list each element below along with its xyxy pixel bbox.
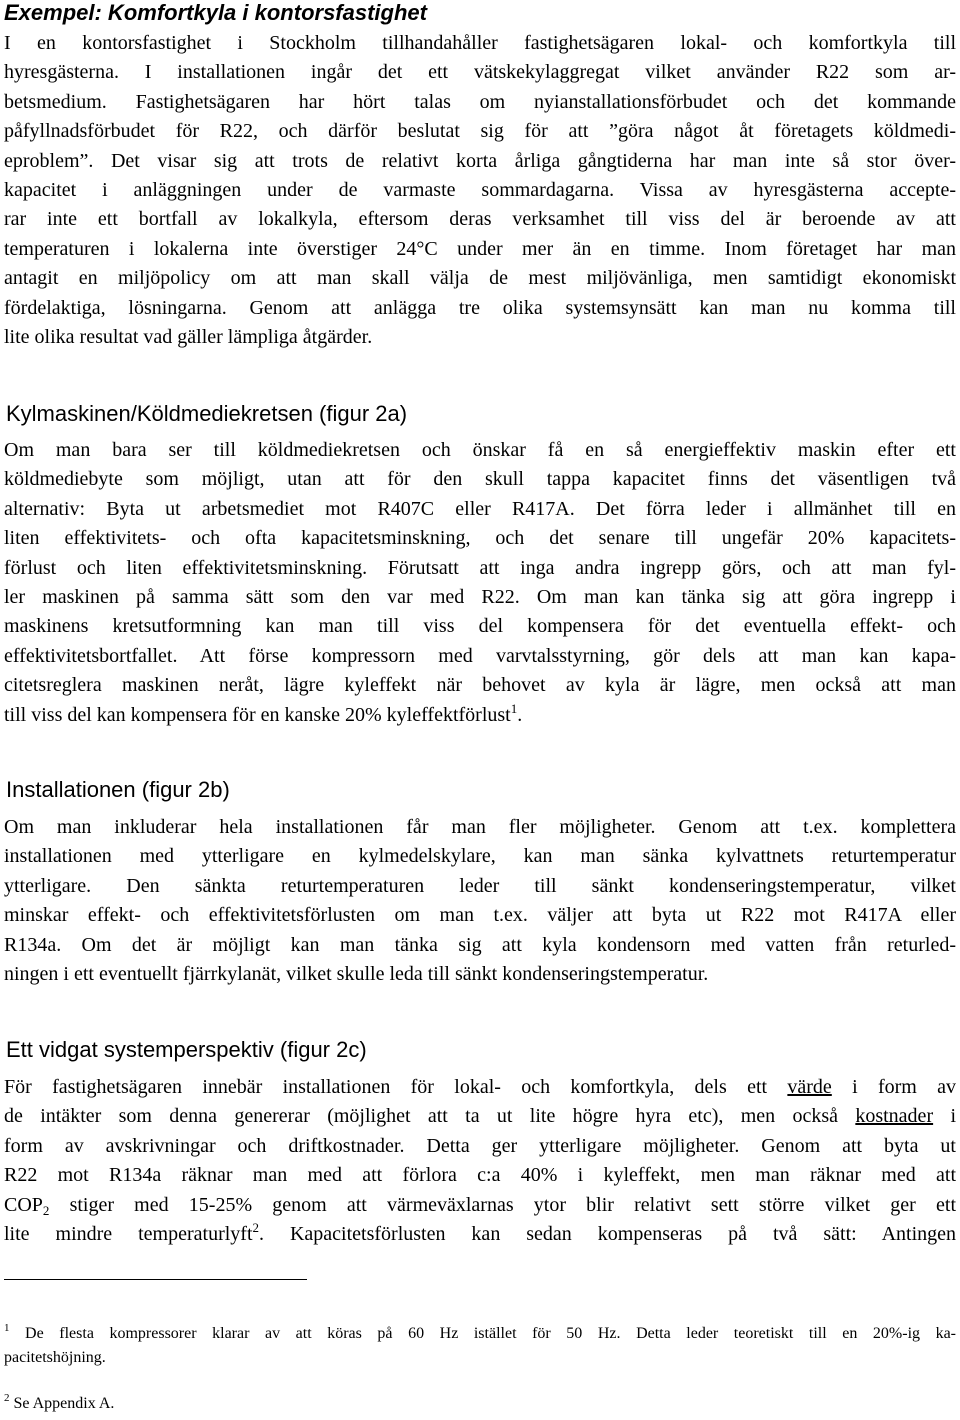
intro-line: fördelaktiga, lösningarna. Genom att anlägga tre olika systemsynsätt kan man nu komma till bbox=[4, 296, 956, 319]
intro-paragraph bbox=[4, 29, 956, 352]
footnote-1-line: pacitetshöjning. bbox=[4, 1349, 106, 1366]
section-c-paragraph bbox=[4, 1073, 956, 1249]
intro-line: eproblem”. Det visar sig att trots de relativt korta årliga gångtiderna har man inte så stor över- bbox=[4, 149, 956, 172]
section-b-paragraph bbox=[4, 813, 956, 989]
section-c-line: form av avskrivningar och driftkostnader. Detta ger ytterligare möjligheter. Genom att byta ut bbox=[4, 1134, 956, 1157]
section-c-line1-post: i form av bbox=[831, 1076, 957, 1098]
section-c-heading: Ett vidgat systemperspektiv (figur 2c) bbox=[6, 1037, 367, 1062]
section-a-line: Om man bara ser till köldmediekretsen och önskar få en så energieffektiv maskin efter ett bbox=[4, 439, 956, 461]
section-a-last-end: . bbox=[517, 703, 523, 726]
section-a-line: citetsreglera maskinen neråt, lägre kyleffekt när behovet av kyla är lägre, men också att man bbox=[4, 674, 956, 697]
footnote-2-text: Se Appendix A. bbox=[9, 1395, 115, 1412]
underlined-word-varde: värde bbox=[787, 1076, 832, 1098]
footnote-ref-1[interactable]: 1 bbox=[510, 700, 518, 716]
section-c-line1-pre: För fastighetsägaren innebär installationen för lokal- och komfortkyla, dels ett bbox=[4, 1076, 788, 1098]
section-c-line bbox=[4, 1191, 956, 1220]
section-b-heading: Installationen (figur 2b) bbox=[6, 777, 230, 802]
section-a-line bbox=[4, 701, 956, 730]
footnote-1 bbox=[4, 1322, 956, 1370]
footnote-1-mark: 1 bbox=[4, 1322, 10, 1334]
cop-subscript: 2 bbox=[42, 1202, 50, 1218]
section-a-paragraph bbox=[4, 436, 956, 730]
section-c-line bbox=[4, 1102, 956, 1131]
section-a-line: köldmediebyte som möjligt, utan att för den skull tappa kapacitet finns det väsentligen två bbox=[4, 468, 956, 491]
section-b-line: ningen i ett eventuellt fjärrkylanät, vilket skulle leda till sänkt kondenseringstemperatur. bbox=[4, 962, 709, 985]
section-c-line5-pre: COP bbox=[4, 1193, 43, 1216]
intro-line: rar inte ett bortfall av lokalkyla, eftersom deras verksamhet till viss del är beroende av att bbox=[4, 208, 956, 231]
intro-line: antagit en miljöpolicy om att man skall välja de mest miljövänliga, men samtidigt ekonomiskt bbox=[4, 267, 956, 290]
section-c-line2-pre: de intäkter som denna genererar (möjlighet att ta ut lite högre hyra etc), men också bbox=[4, 1105, 856, 1128]
section-c-line: R22 mot R134a räknar man med att förlora c:a 40% i kyleffekt, men man räknar med att bbox=[4, 1164, 956, 1187]
intro-line: temperaturen i lokalerna inte överstiger 24°C under mer än en timme. Inom företaget har man bbox=[4, 237, 956, 260]
intro-line: påfyllnadsförbudet för R22, och därför beslutat sig för att ”göra något åt företagets köldmedi- bbox=[4, 120, 956, 143]
section-c-line6-post: . Kapacitetsförlusten kan sedan kompenseras på två sätt: Antingen bbox=[259, 1222, 956, 1245]
example-heading: Exempel: Komfortkyla i kontorsfastighet bbox=[4, 0, 427, 25]
section-b-line: installationen med ytterligare en kylmedelskylare, kan man sänka kylvattnets returtemperatur bbox=[4, 845, 956, 868]
footnote-2 bbox=[4, 1392, 956, 1416]
section-b-line: minskar effekt- och effektivitetsförlusten om man t.ex. väljer att byta ut R22 mot R417A eller bbox=[4, 904, 956, 927]
section-b-line: ytterligare. Den sänkta returtemperaturen leder till sänkt kondenseringstemperatur, vilket bbox=[4, 874, 956, 897]
section-c-line bbox=[4, 1220, 956, 1249]
section-b-line: R134a. Om det är möjligt kan man tänka sig att kyla kondensorn med vatten från returled- bbox=[4, 933, 956, 956]
section-a-line: förlust och liten effektivitetsminskning. Förutsatt att inga andra ingrepp görs, och att man fyl- bbox=[4, 556, 956, 579]
footnote-1-line bbox=[4, 1322, 956, 1346]
section-a-line: alternativ: Byta ut arbetsmediet mot R407C eller R417A. Det förra leder i allmänhet till en bbox=[4, 497, 956, 520]
section-b-line: Om man inkluderar hela installationen får man fler möjligheter. Genom att t.ex. komplettera bbox=[4, 816, 956, 838]
section-a-line: effektivitetsbortfallet. Att förse kompressorn med varvtalsstyrning, gör dels att man kan kapa- bbox=[4, 644, 956, 667]
footnote-ref-2[interactable]: 2 bbox=[252, 1219, 260, 1235]
section-c-line2-post: i bbox=[933, 1105, 956, 1128]
section-c-line bbox=[4, 1073, 956, 1102]
section-a-line: liten effektivitets- och ofta kapacitetsminskning, och det senare till ungefär 20% kapacitets- bbox=[4, 527, 956, 550]
section-a-last-text: till viss del kan kompensera för en kanske 20% kyleffektförlust bbox=[4, 703, 511, 726]
footnote-2-line bbox=[4, 1392, 956, 1416]
section-c-line5-post: stiger med 15-25% genom att värmeväxlarnas ytor blir relativt sett större vilket ger ett bbox=[49, 1193, 956, 1216]
footnote-separator bbox=[4, 1279, 307, 1280]
intro-line: kapacitet i anläggningen under de varmaste sommardagarna. Vissa av hyresgästerna accepte- bbox=[4, 178, 956, 201]
section-c-line6-pre: lite mindre temperaturlyft bbox=[4, 1222, 253, 1245]
underlined-word-kostnader: kostnader bbox=[855, 1105, 934, 1128]
footnote-2-mark: 2 bbox=[4, 1392, 10, 1404]
intro-line: hyresgästerna. I installationen ingår det ett vätskekylaggregat vilket använder R22 som ar- bbox=[4, 61, 956, 84]
intro-line: betsmedium. Fastighetsägaren har hört talas om nyianstallationsförbudet och det kommande bbox=[4, 90, 956, 113]
intro-line: lite olika resultat vad gäller lämpliga åtgärder. bbox=[4, 325, 373, 348]
section-a-line: maskinens kretsutformning kan man till viss del kompensera för det eventuella effekt- och bbox=[4, 615, 956, 638]
footnote-1-text: De flesta kompressorer klarar av att köras på 60 Hz istället för 50 Hz. Detta leder teoretiskt till en 20%-ig ka- bbox=[9, 1325, 956, 1342]
intro-line: I en kontorsfastighet i Stockholm tillhandahåller fastighetsägaren lokal- och komfortkyla till bbox=[4, 32, 956, 54]
section-a-heading: Kylmaskinen/Köldmediekretsen (figur 2a) bbox=[6, 401, 408, 426]
section-a-line: ler maskinen på samma sätt som den var med R22. Om man kan tänka sig att göra ingrepp i bbox=[4, 585, 956, 608]
